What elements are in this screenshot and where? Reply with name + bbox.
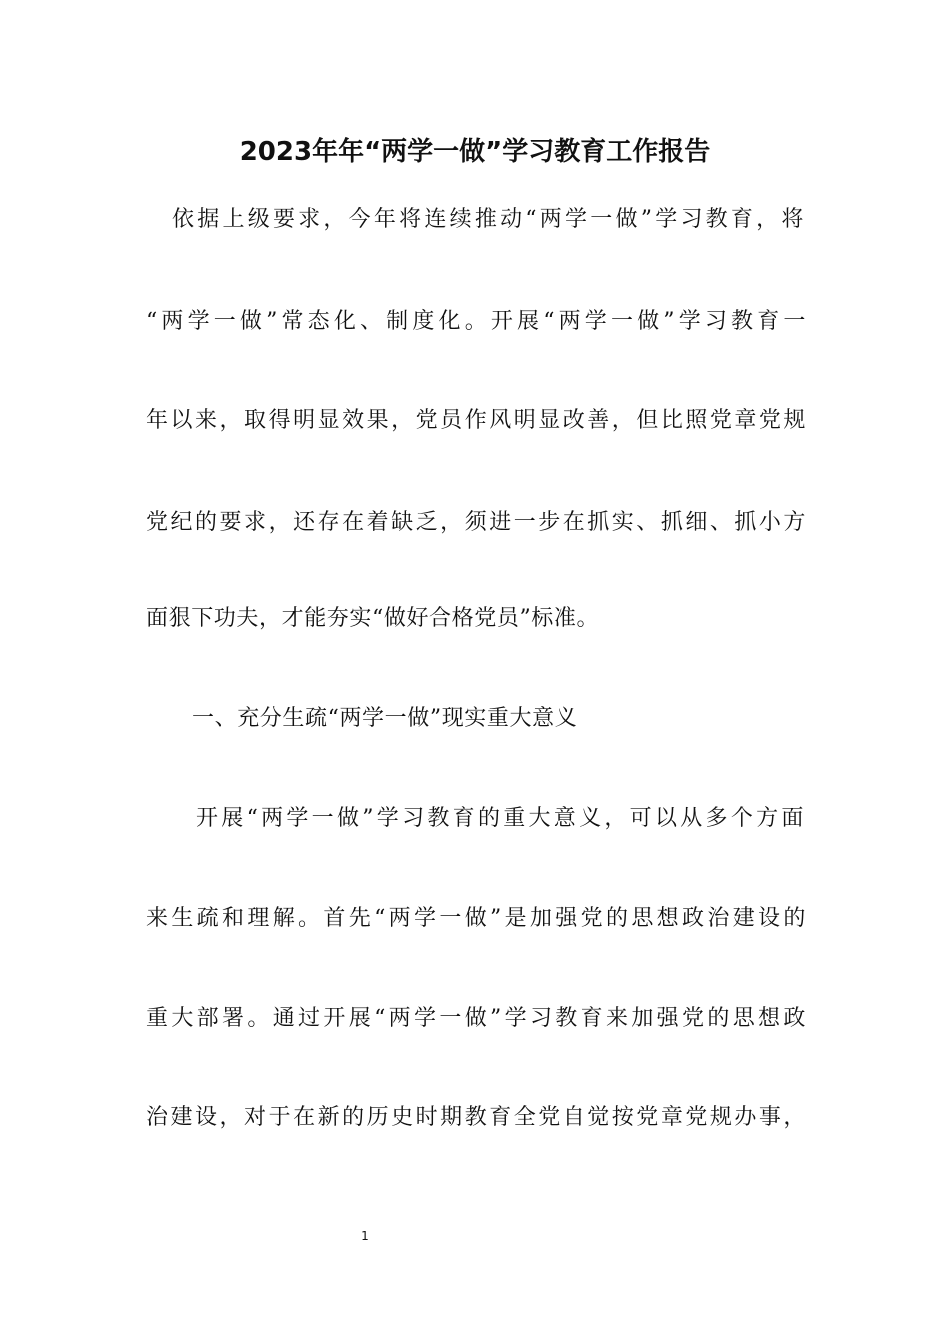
paragraph-2-line-2: 来生疏和理解。首先“两学一做”是加强党的思想政治建设的 bbox=[146, 906, 806, 931]
paragraph-2-line-1: 开展“两学一做”学习教育的重大意义，可以从多个方面 bbox=[196, 806, 804, 831]
paragraph-1-line-4: 党纪的要求，还存在着缺乏，须进一步在抓实、抓细、抓小方 bbox=[146, 510, 806, 535]
document-title: 2023年年“两学一做”学习教育工作报告 bbox=[239, 137, 711, 167]
paragraph-1-line-3: 年以来，取得明显效果，党员作风明显改善，但比照党章党规 bbox=[146, 408, 806, 433]
paragraph-2-line-3: 重大部署。通过开展“两学一做”学习教育来加强党的思想政 bbox=[146, 1006, 806, 1031]
paragraph-1-line-1: 依据上级要求，今年将连续推动“两学一做”学习教育，将 bbox=[172, 207, 804, 232]
paragraph-1-line-2: “两学一做”常态化、制度化。开展“两学一做”学习教育一 bbox=[146, 309, 806, 334]
paragraph-2-line-4: 治建设，对于在新的历史时期教育全党自觉按党章党规办事， bbox=[146, 1105, 806, 1130]
paragraph-1-line-5: 面狠下功夫，才能夯实“做好合格党员”标准。 bbox=[146, 606, 600, 631]
section-heading-1: 一、充分生疏“两学一做”现实重大意义 bbox=[192, 706, 578, 731]
page-number: 1 bbox=[361, 1229, 369, 1243]
